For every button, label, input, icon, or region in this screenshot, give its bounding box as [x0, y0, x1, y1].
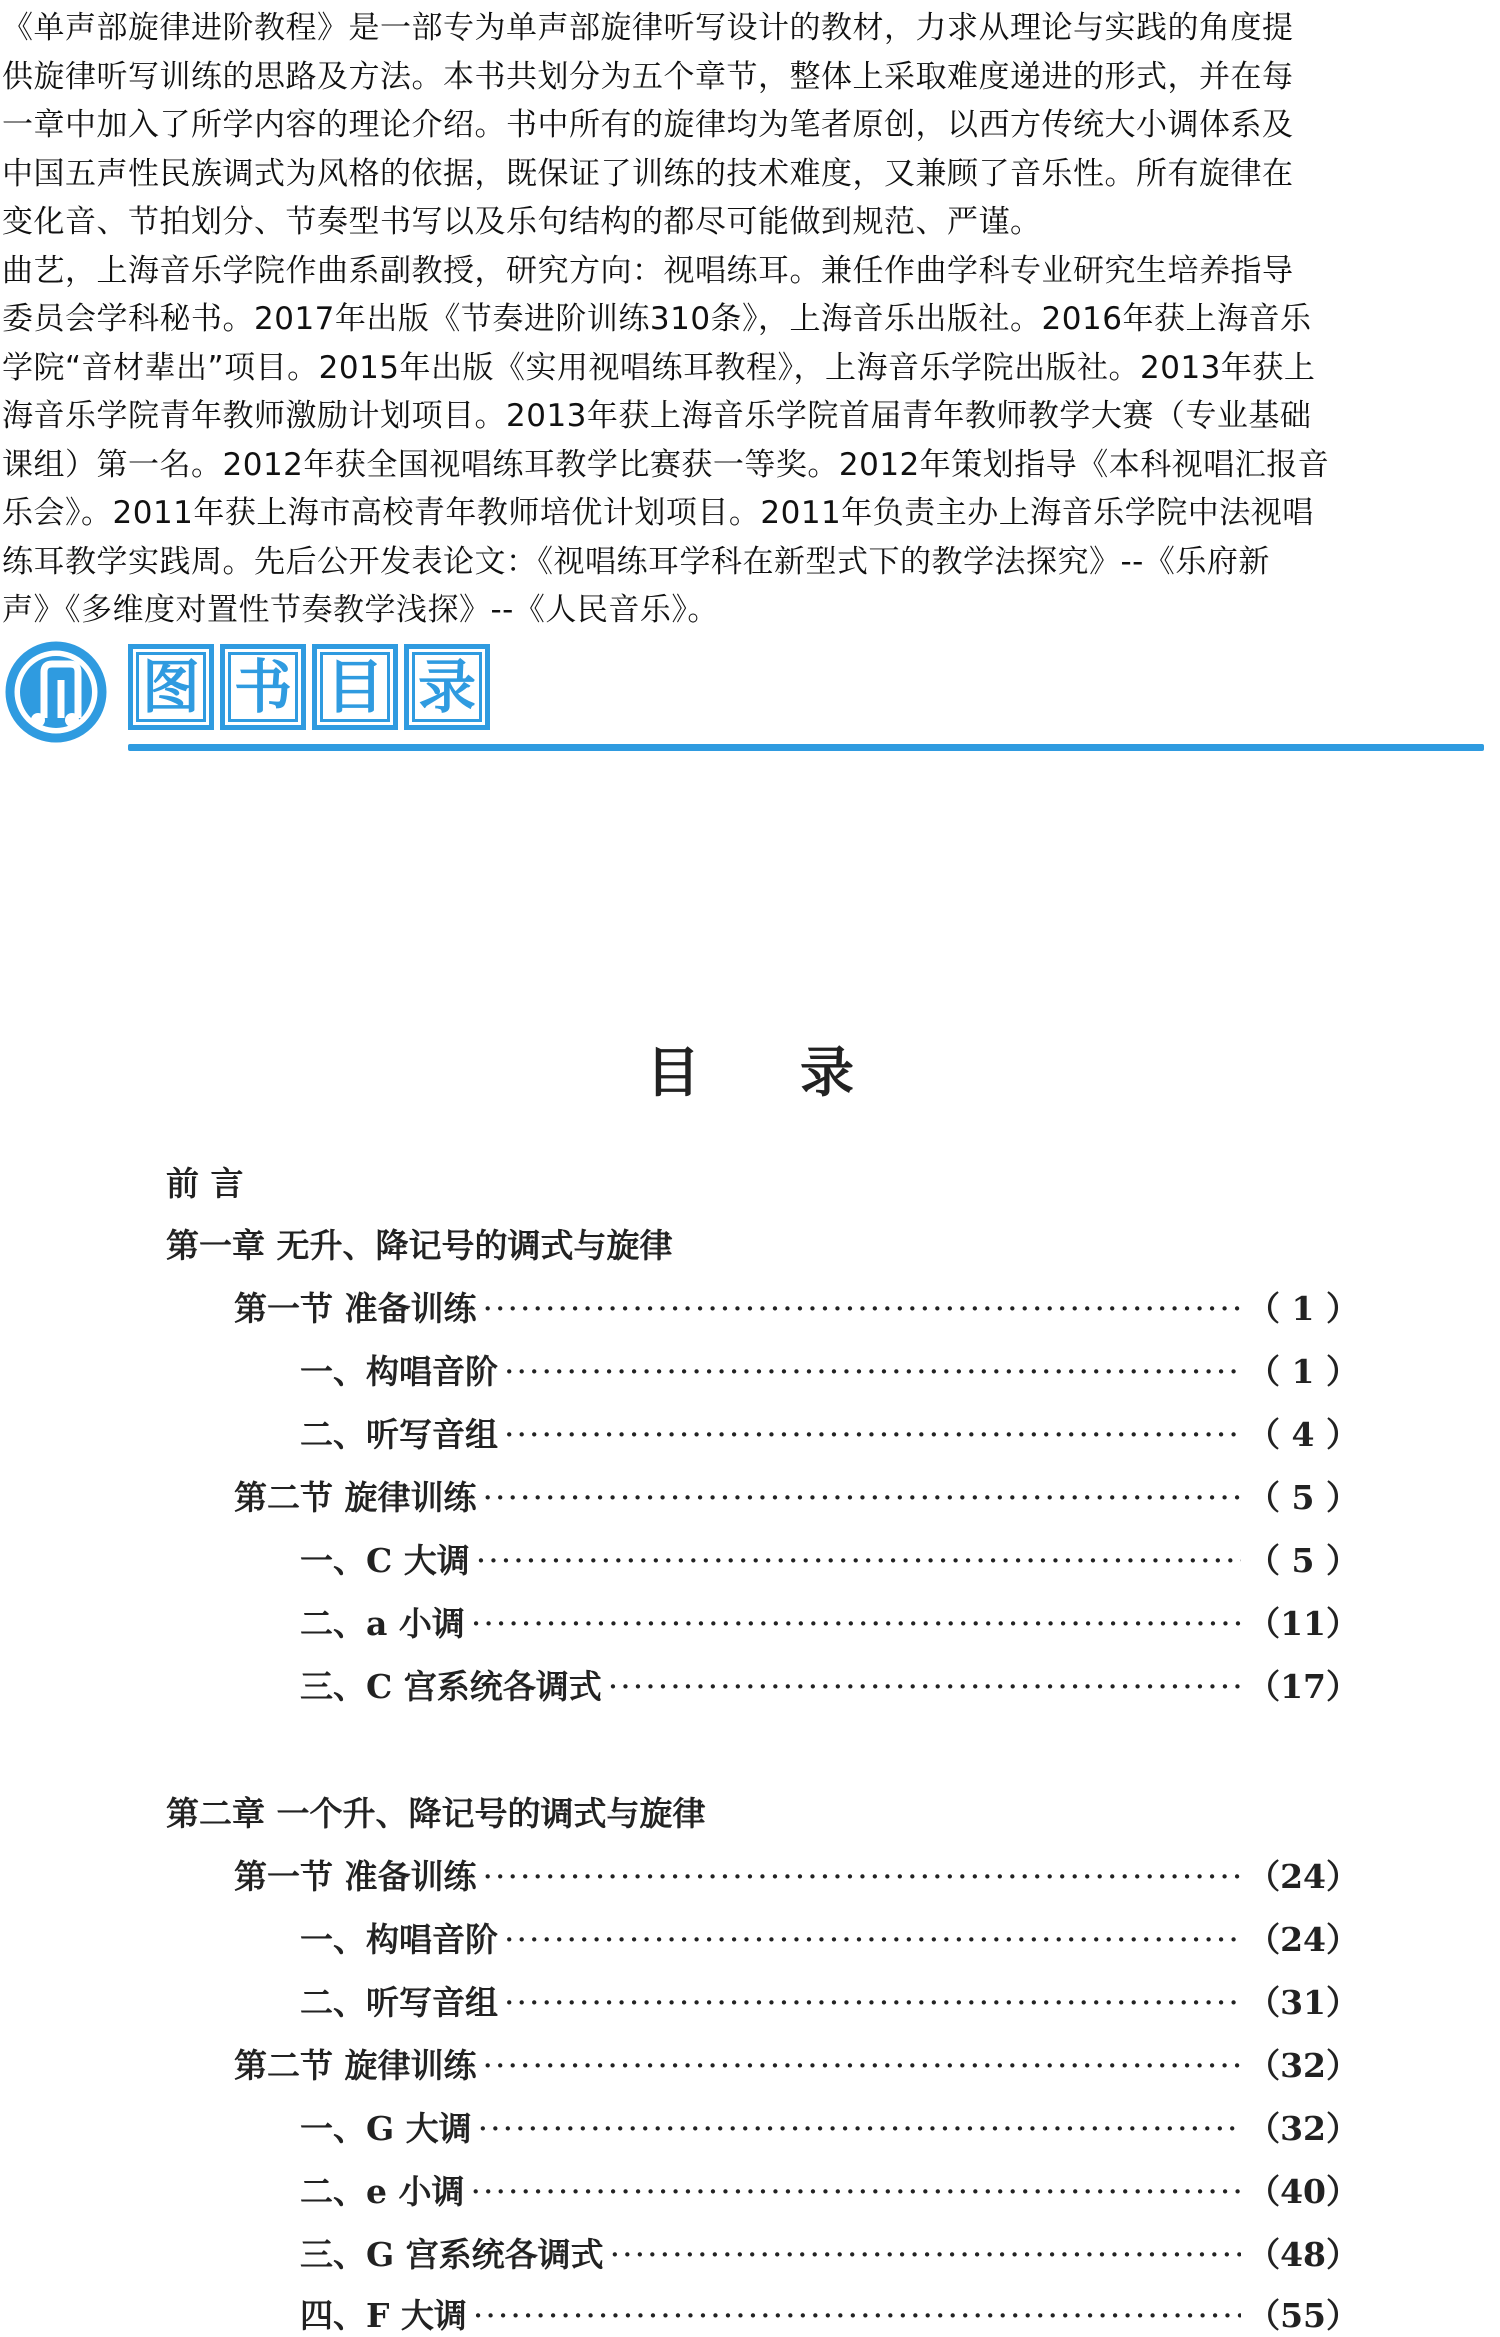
toc-section[interactable]	[234, 2040, 1359, 2087]
toc-leader-dots	[478, 2109, 1241, 2148]
banner-char: 目	[312, 644, 398, 730]
description-line: 曲艺，上海音乐学院作曲系副教授，研究方向：视唱练耳。兼任作曲学科专业研究生培养指导	[2, 252, 1294, 289]
toc-item[interactable]	[300, 1535, 1359, 1582]
toc-item-label: 一、构唱音阶	[300, 1352, 498, 1391]
banner-divider	[128, 744, 1484, 751]
toc-page-number: （ 5 ）	[1247, 1478, 1359, 1517]
toc-leader-dots	[473, 2296, 1241, 2335]
banner-title	[128, 644, 490, 736]
description-line: 委员会学科秘书。2017年出版《节奏进阶训练310条》，上海音乐出版社。2016年获上海音乐	[2, 301, 1312, 337]
description-line: 中国五声性民族调式为风格的依据，既保证了训练的技术难度，又兼顾了音乐性。所有旋律在	[2, 155, 1294, 192]
toc-section[interactable]	[234, 1472, 1359, 1519]
toc-leader-dots	[483, 1478, 1242, 1517]
toc-chapter[interactable]	[166, 1220, 673, 1267]
toc-leader-dots	[504, 1415, 1241, 1454]
toc-page-number: （ 4 ）	[1247, 1415, 1359, 1454]
description-line: 声》《多维度对置性节奏教学浅探》--《人民音乐》。	[2, 592, 719, 628]
toc-page-number: （40）	[1247, 2172, 1359, 2211]
toc-page-number: （17）	[1247, 1667, 1359, 1706]
toc-item[interactable]	[300, 1598, 1359, 1645]
toc-leader-dots	[608, 1667, 1241, 1706]
toc-banner	[0, 636, 1500, 756]
description-line: 课组）第一名。2012年获全国视唱练耳教学比赛获一等奖。2012年策划指导《本科视唱汇报音	[2, 446, 1330, 483]
toc-leader-dots	[504, 1352, 1241, 1391]
description-line: 学院“音材辈出”项目。2015年出版《实用视唱练耳教程》，上海音乐学院出版社。2013年获上	[2, 349, 1316, 386]
toc-chapter-label: 第一章 无升、降记号的调式与旋律	[166, 1226, 673, 1265]
toc-page-number: （ 1 ）	[1247, 1352, 1359, 1391]
toc-chapter-label: 第二章 一个升、降记号的调式与旋律	[166, 1794, 706, 1833]
toc-page-number: （31）	[1247, 1983, 1359, 2022]
toc-item[interactable]	[300, 1409, 1359, 1456]
toc-page-number: （32）	[1247, 2046, 1359, 2085]
banner-char: 图	[128, 644, 214, 730]
toc-page-number: （ 1 ）	[1247, 1289, 1359, 1328]
toc-item-label: 二、听写音组	[300, 1415, 498, 1454]
toc-section-label: 第一节 准备训练	[234, 1289, 477, 1328]
toc-page-number: （11）	[1247, 1604, 1359, 1643]
toc-item-label: 二、听写音组	[300, 1983, 498, 2022]
toc-item[interactable]	[300, 2229, 1359, 2276]
description-line: 乐会》。2011年获上海市高校青年教师培优计划项目。2011年负责主办上海音乐学院中法视唱	[2, 495, 1314, 531]
toc-item-label: 三、C 宫系统各调式	[300, 1667, 602, 1706]
toc-page-number: （55）	[1247, 2296, 1359, 2335]
toc-page-number: （48）	[1247, 2235, 1359, 2274]
toc-section[interactable]	[234, 1283, 1359, 1330]
toc-item-label: 一、G 大调	[300, 2109, 472, 2148]
toc-section-label: 第二节 旋律训练	[234, 1478, 477, 1517]
toc-item[interactable]	[300, 2166, 1359, 2213]
toc-item-label: 一、C 大调	[300, 1541, 470, 1580]
toc-item-label: 四、F 大调	[300, 2296, 467, 2335]
toc-page-number: （ 5 ）	[1247, 1541, 1359, 1580]
toc-item[interactable]	[300, 1914, 1359, 1961]
description-line: 练耳教学实践周。先后公开发表论文：《视唱练耳学科在新型式下的教学法探究》--《乐府新	[2, 543, 1270, 580]
toc-leader-dots	[471, 1604, 1241, 1643]
toc-preface-label: 前 言	[166, 1164, 244, 1203]
toc-item[interactable]	[300, 1661, 1359, 1708]
toc-chapter[interactable]	[166, 1788, 706, 1835]
description-line: 变化音、节拍划分、节奏型书写以及乐句结构的都尽可能做到规范、严谨。	[2, 204, 1042, 240]
toc-section-label: 第二节 旋律训练	[234, 2046, 477, 2085]
toc-page-number: （32）	[1247, 2109, 1359, 2148]
toc-item-label: 一、构唱音阶	[300, 1920, 498, 1959]
toc-item-label: 二、a 小调	[300, 1604, 465, 1643]
book-description	[2, 4, 1452, 635]
toc-item[interactable]	[300, 2290, 1359, 2337]
description-line: 海音乐学院青年教师激励计划项目。2013年获上海音乐学院首届青年教师教学大赛（专业基础	[2, 398, 1312, 434]
toc-preface[interactable]	[166, 1158, 244, 1205]
description-line: 《单声部旋律进阶教程》是一部专为单声部旋律听写设计的教材，力求从理论与实践的角度提	[2, 10, 1294, 46]
toc-item[interactable]	[300, 1977, 1359, 2024]
banner-char: 书	[220, 644, 306, 730]
description-line: 一章中加入了所学内容的理论介绍。书中所有的旋律均为笔者原创，以西方传统大小调体系及	[2, 107, 1294, 143]
toc-leader-dots	[476, 1541, 1241, 1580]
toc-section[interactable]	[234, 1851, 1359, 1898]
toc-item[interactable]	[300, 2103, 1359, 2150]
toc-page-number: （24）	[1247, 1920, 1359, 1959]
music-note-logo-icon	[4, 640, 108, 744]
toc-item-label: 二、e 小调	[300, 2172, 465, 2211]
toc-leader-dots	[470, 2172, 1241, 2211]
toc-leader-dots	[483, 2046, 1242, 2085]
description-line: 供旋律听写训练的思路及方法。本书共划分为五个章节，整体上采取难度递进的形式，并在每	[2, 58, 1294, 95]
toc-leader-dots	[610, 2235, 1241, 2274]
toc-leader-dots	[483, 1857, 1242, 1896]
toc-leader-dots	[504, 1920, 1241, 1959]
toc-page-number: （24）	[1247, 1857, 1359, 1896]
toc-title: 目录	[646, 1040, 954, 1104]
toc-leader-dots	[504, 1983, 1241, 2022]
toc-leader-dots	[483, 1289, 1242, 1328]
banner-char: 录	[404, 644, 490, 730]
toc-item-label: 三、G 宫系统各调式	[300, 2235, 604, 2274]
toc-item[interactable]	[300, 1346, 1359, 1393]
toc-section-label: 第一节 准备训练	[234, 1857, 477, 1896]
